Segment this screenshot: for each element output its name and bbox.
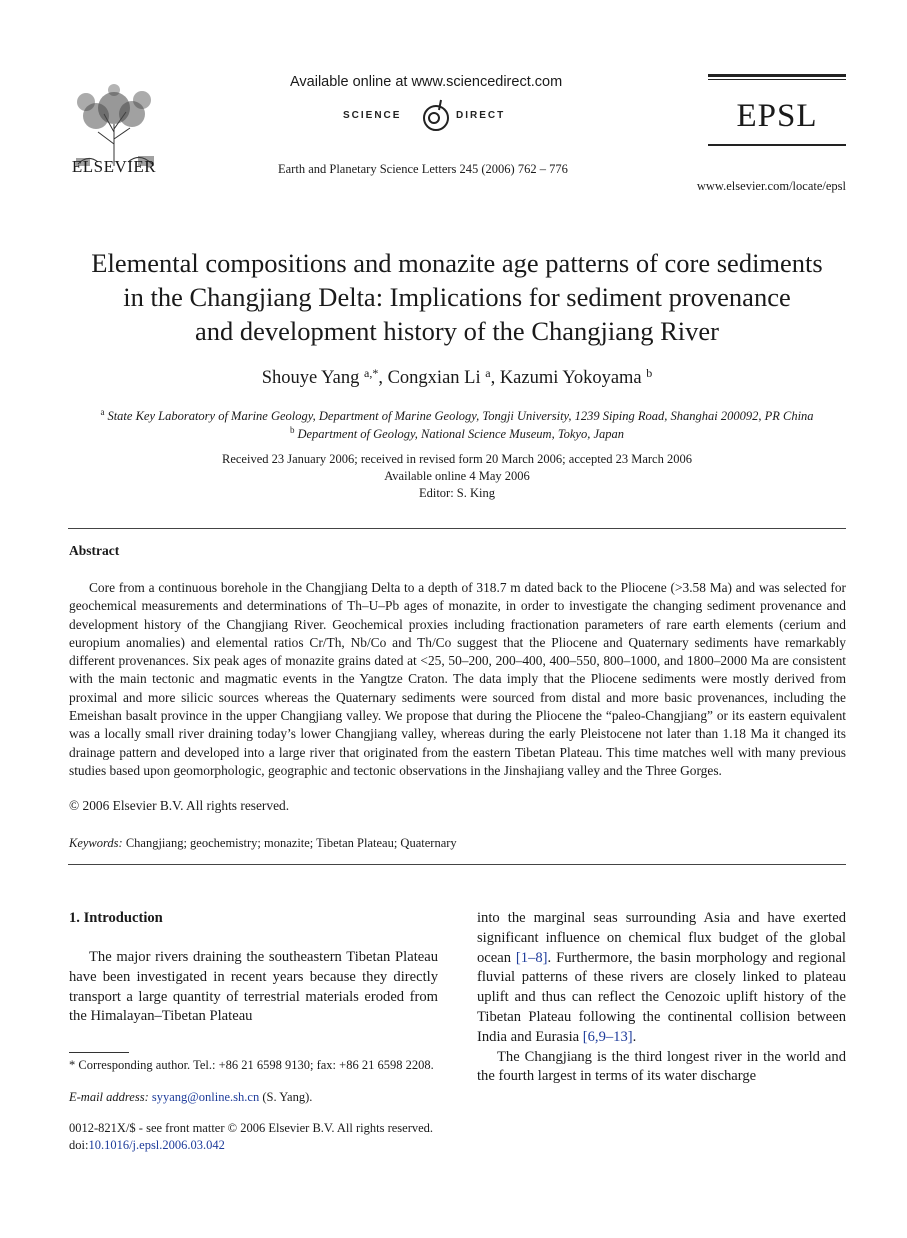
- journal-reference: Earth and Planetary Science Letters 245 (2006) 762 – 776: [278, 162, 568, 176]
- publisher-name: ELSEVIER: [71, 157, 157, 176]
- left-column: [69, 948, 438, 1027]
- divider-bottom: [68, 864, 846, 865]
- affiliation-key: b: [289, 425, 295, 435]
- available-online-text[interactable]: Available online at www.sciencedirect.com: [290, 74, 563, 90]
- available-date: Available online 4 May 2006: [384, 469, 530, 483]
- journal-abbreviation: EPSL: [736, 98, 818, 134]
- email-label: E-mail address:: [69, 1090, 149, 1104]
- doi-line: [69, 1137, 433, 1154]
- divider-top: [68, 528, 846, 529]
- rule-top-thin: [708, 79, 846, 80]
- sd-at-icon: [424, 100, 448, 130]
- keywords-list: Changjiang; geochemistry; monazite; Tibetan Plateau; Quaternary: [125, 836, 457, 850]
- footnote-rule: [69, 1052, 129, 1053]
- sd-right-text: DIRECT: [456, 110, 506, 121]
- corresponding-author-note: * Corresponding author. Tel.: +86 21 6598 9130; fax: +86 21 6598 2208.: [69, 1058, 434, 1072]
- paragraph: [477, 909, 846, 1048]
- journal-url[interactable]: www.elsevier.com/locate/epsl: [696, 179, 846, 193]
- affiliation-b: [60, 425, 854, 442]
- paragraph-text: . Furthermore, the basin morphology and regional fluvial patterns of these rivers are closely linked to plateau uplift and thus can reflect the Cenozoic uplift history of the Tibetan Plateau following the continental collision between India and Eurasia: [477, 949, 846, 1045]
- keywords-label: Keywords:: [69, 836, 123, 850]
- article-title: [60, 246, 854, 348]
- abstract-heading: Abstract: [69, 543, 120, 558]
- author-affil-marker[interactable]: a,*: [364, 366, 379, 380]
- journal-mark: [708, 74, 846, 146]
- affiliation-text: Department of Geology, National Science Museum, Tokyo, Japan: [297, 427, 625, 441]
- article-history: [60, 451, 854, 502]
- email-suffix: (S. Yang).: [259, 1090, 313, 1104]
- citation-link[interactable]: [6,9–13]: [582, 1028, 633, 1045]
- author-list: Shouye Yang $^{a,*}$, Congxian Li $^a$, Kazumi Yokoyama $^b$: [261, 366, 653, 388]
- email-link[interactable]: syyang@online.sh.cn: [151, 1090, 260, 1104]
- citation-link[interactable]: [1–8]: [515, 949, 548, 966]
- paragraph: The major rivers draining the southeastern Tibetan Plateau have been investigated in recent years because they directly transport a large quantity of terrestrial materials eroded from the Himalayan–Tibetan Plateau: [69, 949, 438, 1025]
- received-dates: Received 23 January 2006; received in revised form 20 March 2006; accepted 23 March 2006: [222, 452, 692, 466]
- paragraph: The Changjiang is the third longest river in the world and the fourth largest in terms of its water discharge: [477, 1048, 846, 1085]
- front-matter: [69, 1120, 433, 1154]
- rule-top: [708, 74, 846, 77]
- sd-left-text: SCIENCE: [343, 110, 402, 121]
- author-name[interactable]: Shouye Yang: [261, 368, 360, 388]
- affiliation-key: a: [100, 407, 105, 417]
- author-affil-marker[interactable]: a: [485, 366, 491, 380]
- rule-bottom: [708, 144, 846, 146]
- doi-link[interactable]: 10.1016/j.epsl.2006.03.042: [88, 1138, 225, 1152]
- author-name[interactable]: Kazumi Yokoyama: [499, 368, 642, 388]
- section-heading: 1. Introduction: [69, 910, 163, 926]
- right-column: [477, 909, 846, 1087]
- abstract-body: [69, 579, 846, 780]
- paragraph-text: .: [632, 1028, 637, 1045]
- paragraph-text: into the marginal seas surrounding Asia and have exerted significant influence on chemical flux budget of the global ocean: [477, 910, 846, 966]
- keywords-line: [69, 836, 457, 851]
- affiliation-a: [60, 407, 854, 424]
- title-line: in the Changjiang Delta: Implications for sediment provenance: [123, 282, 791, 312]
- email-line: [69, 1090, 438, 1105]
- author-affil-marker[interactable]: b: [646, 366, 653, 380]
- copyright-line: © 2006 Elsevier B.V. All rights reserved.: [69, 798, 290, 813]
- doi-label: doi:: [69, 1138, 89, 1152]
- title-line: Elemental compositions and monazite age patterns of core sediments: [91, 248, 823, 278]
- sciencedirect-logo: [343, 96, 533, 134]
- affiliation-text: State Key Laboratory of Marine Geology, Department of Marine Geology, Tongji University, 1239 Siping Road, Shanghai 200092, PR China: [107, 409, 814, 423]
- issn-line: 0012-821X/$ - see front matter © 2006 Elsevier B.V. All rights reserved.: [69, 1121, 434, 1135]
- abstract-text: Core from a continuous borehole in the Changjiang Delta to a depth of 318.7 m dated back to the Pliocene (>3.58 Ma) and was selected for geochemical measurements and determinations of Th–U–Pb ages of monazite, in order to investigate the changing sediment provenance and development history of the Changjiang River. Geochemical proxies including fractionation parameters of rare earth elements (cerium and europium anomalies) and elemental ratios Cr/Th, Nb/Co and Th/Co suggest that the Pliocene and Quaternary sediments have remarkably different provenances. Six peak ages of monazite grains dated at <25, 50–200, 200–400, 400–550, 800–1000, and 1800–2000 Ma are consistent with the main tectonic and magmatic events in the Yangtze Craton. The data imply that the Pliocene sediments were mostly derived from proximal and more silicic sources whereas the Quaternary sediments were sourced from distal and more basic provenances, including the Emeishan basalt province in the upper Changjiang valley. We propose that during the Pliocene the “paleo-Changjiang” or its eastern equivalent was a locally small river draining today’s lower Changjiang valley, whereas during the early Pleistocene not later than 1.18 Ma it changed its drainage pattern and developed into a large river that originated from the eastern Tibetan Plateau. This time matches well with many previous studies based upon geomorphologic, geographic and tectonic observations in the Jinshajiang valley and the Three Gorges.: [69, 580, 846, 778]
- title-line: and development history of the Changjiang River: [195, 316, 719, 346]
- editor: Editor: S. King: [418, 486, 496, 500]
- author-name[interactable]: Congxian Li: [387, 368, 481, 388]
